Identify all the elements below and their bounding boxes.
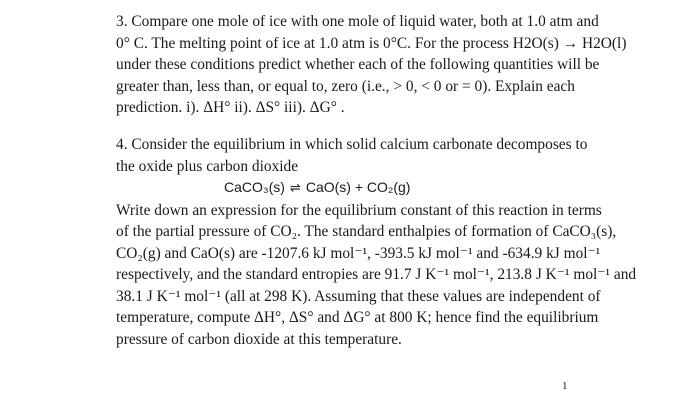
equilibrium-arrow-icon: ⇌ (289, 181, 301, 196)
question-4-body-line-2: of the partial pressure of CO₂. The standard enthalpies of formation of CaCO₃(s), (116, 223, 617, 240)
question-3-line-2: 0° C. The melting point of ice at 1.0 atm is 0°C. For the process H2O(s) → H2O(l) (116, 34, 627, 52)
question-4-body-line-4: respectively, and the standard entropies are 91.7 J K⁻¹ mol⁻¹, 213.8 J K⁻¹ mol⁻¹ and (116, 266, 637, 283)
question-3 (116, 11, 627, 119)
question-3-line-3: under these conditions predict whether each of the following quantities will be (116, 56, 600, 73)
question-3-line-5: prediction. i). ΔH° ii). ΔS° iii). ΔG° . (116, 99, 345, 116)
question-4-body-line-5: 38.1 J K⁻¹ mol⁻¹ (all at 298 K). Assuming that these values are independent of (116, 287, 601, 305)
reaction-products: CaO(s) + CO₂(g) (305, 179, 411, 195)
question-4-body-line-3: CO₂(g) and CaO(s) are -1207.6 kJ mol⁻¹, -393.5 kJ mol⁻¹ and -634.9 kJ mol⁻¹ (116, 244, 601, 262)
question-4 (116, 134, 637, 350)
reaction-equation (116, 177, 588, 200)
question-4-intro-line-1: 4. Consider the equilibrium in which solid calcium carbonate decomposes to (116, 136, 588, 153)
question-3-line-4: greater than, less than, or equal to, zero (i.e., > 0, < 0 or = 0). Explain each (116, 77, 575, 95)
question-4-body-line-1: Write down an expression for the equilibrium constant of this reaction in terms (116, 201, 602, 219)
question-3-line-1: 3. Compare one mole of ice with one mole of liquid water, both at 1.0 atm and (116, 13, 599, 30)
question-4-intro-line-2: the oxide plus carbon dioxide (116, 157, 299, 175)
page-number: 1 (562, 380, 568, 392)
question-4-body-line-6: temperature, compute ΔH°, ΔS° and ΔG° at 800 K; hence find the equilibrium (116, 309, 599, 326)
question-4-body-line-7: pressure of carbon dioxide at this temperature. (116, 330, 402, 348)
reaction-reactant: CaCO₃(s) (224, 179, 285, 195)
